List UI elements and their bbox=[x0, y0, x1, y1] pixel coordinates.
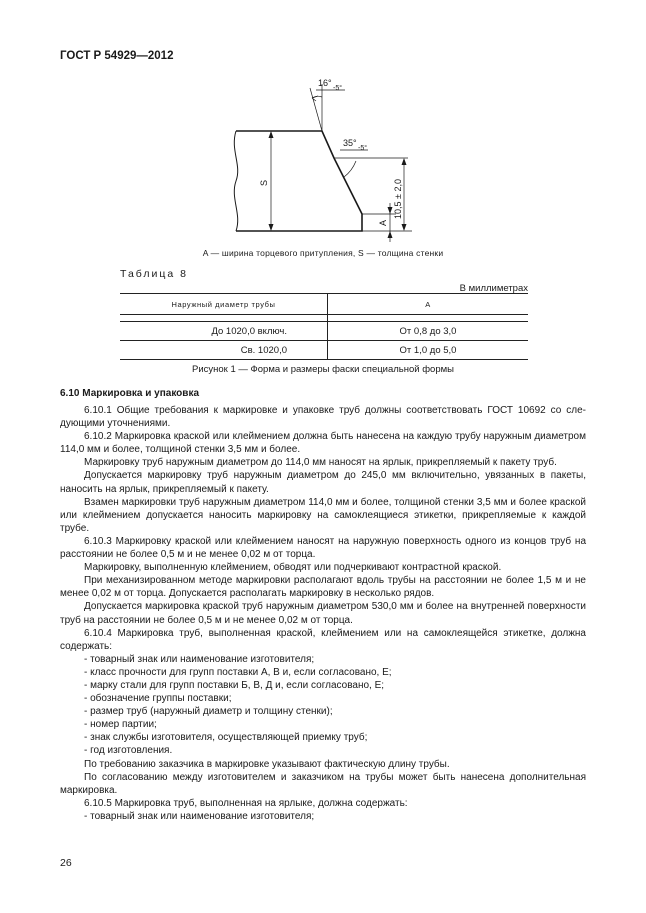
paragraph: По требованию заказчика в маркировке указывают фактическую длину трубы. bbox=[84, 758, 450, 770]
column-header-a: A bbox=[328, 294, 529, 315]
table-header-row bbox=[120, 294, 528, 315]
cell-a: От 1,0 до 5,0 bbox=[328, 341, 529, 360]
paragraph: Взамен маркировки труб наружным диаметром 114,0 мм и более, толщиной стенки 3,5 мм и более краской или клеймением допускается наносить маркировку на самоклеящиеся этикетки, прикрепляемые к каждой трубе. bbox=[60, 496, 586, 534]
angle-mid-label: 35° bbox=[343, 138, 357, 148]
list-item: - год изготовления. bbox=[84, 745, 173, 757]
angle-top-label: 16° bbox=[318, 78, 332, 88]
column-header-diameter: Наружный диаметр трубы bbox=[120, 294, 328, 315]
list-item: - товарный знак или наименование изготовителя; bbox=[84, 653, 315, 665]
table-units: В миллиметрах bbox=[459, 283, 528, 294]
cell-diameter: Св. 1020,0 bbox=[120, 341, 328, 360]
list-item: - размер труб (наружный диаметр и толщину стенки); bbox=[84, 706, 333, 718]
list-item: - обозначение группы поставки; bbox=[84, 693, 232, 705]
cell-a: От 0,8 до 3,0 bbox=[328, 322, 529, 341]
section-body bbox=[60, 387, 586, 823]
table-8 bbox=[120, 293, 528, 360]
angle-top-tolerance: -5° bbox=[333, 85, 343, 92]
paragraph: Допускается маркировку труб наружным диаметром до 245,0 мм включительно, увязанных в пакеты, наносить на ярлык, прикрепляемый к пакету. bbox=[60, 470, 586, 495]
page-number: 26 bbox=[60, 857, 72, 869]
list-item: - марку стали для групп поставки Б, В, Д и, если согласовано, Е; bbox=[84, 679, 385, 691]
figure-caption: Рисунок 1 — Форма и размеры фаски специальной формы bbox=[192, 364, 454, 375]
figure-legend: A — ширина торцевого притупления, S — толщина стенки bbox=[202, 248, 444, 258]
dim-a-label: A bbox=[378, 219, 388, 226]
document-code: ГОСТ Р 54929—2012 bbox=[60, 50, 174, 62]
angle-mid-tolerance: -5° bbox=[358, 145, 368, 152]
cell-diameter: До 1020,0 включ. bbox=[120, 322, 328, 341]
paragraph: Допускается маркировка краской труб наружным диаметром 530,0 мм и более на внутренней поверхности труб на расстоянии не более 0,5 м и не менее 0,02 м от торца. bbox=[60, 601, 586, 626]
paragraph: 6.10.5 Маркировка труб, выполненная на ярлыке, должна содержать: bbox=[84, 797, 408, 809]
list-item: - товарный знак или наименование изготовителя; bbox=[84, 810, 315, 822]
list-item: - номер партии; bbox=[84, 719, 157, 731]
bevel-drawing bbox=[0, 0, 646, 270]
paragraph: 6.10.1 Общие требования к маркировке и упаковке труб должны соответствовать ГОСТ 10692 со следующими уточнениями. bbox=[60, 405, 586, 430]
paragraph: По согласованию между изготовителем и заказчиком на трубы может быть нанесена дополнительная маркировка. bbox=[60, 771, 586, 796]
paragraph: Маркировку труб наружным диаметром до 114,0 мм наносят на ярлык, прикрепляемый к пакету труб. bbox=[84, 457, 557, 469]
dim-s-label: S bbox=[259, 179, 269, 186]
paragraph: Маркировку, выполненную клеймением, обводят или подчеркивают контрастной краской. bbox=[84, 562, 502, 574]
list-item: - знак службы изготовителя, осуществляющей приемку труб; bbox=[84, 732, 368, 744]
table-label: Таблица 8 bbox=[120, 268, 188, 280]
section-title: 6.10 Маркировка и упаковка bbox=[60, 388, 200, 399]
paragraph: 6.10.3 Маркировку краской или клеймением наносят на наружную поверхность одного из концов труб на расстоянии не более 0,5 м и не менее 0,02 м от торца. bbox=[60, 535, 586, 561]
list-item: - класс прочности для групп поставки А, В и, если согласовано, Е; bbox=[84, 666, 392, 678]
paragraph: 6.10.4 Маркировка труб, выполненная краской, клеймением или на самоклеящейся этикетке, должна содержать: bbox=[60, 627, 586, 652]
paragraph: При механизированном методе маркировки располагают вдоль трубы на расстоянии не более 1,5 м и не менее 0,02 м от торца. Допускается располагать маркировку в несколько рядов. bbox=[60, 575, 586, 600]
dim-height-label: 10,5 ± 2,0 bbox=[393, 179, 403, 219]
table-row bbox=[120, 341, 528, 360]
table-row bbox=[120, 322, 528, 341]
paragraph: 6.10.2 Маркировка краской или клеймением должна быть нанесена на каждую трубу наружным диаметром 114,0 мм и более, толщиной стенки 3,5 мм и более. bbox=[60, 431, 586, 456]
